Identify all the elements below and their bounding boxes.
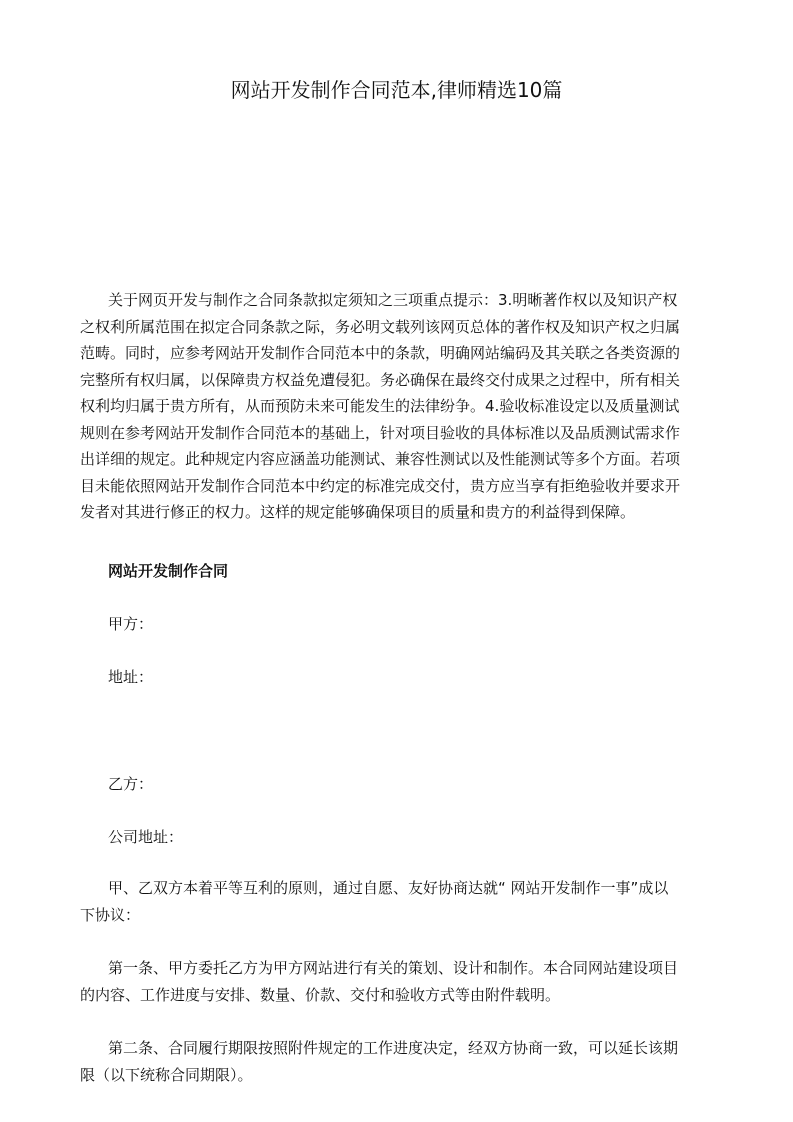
text-line: 下协议： (80, 905, 141, 924)
document-title: 网站开发制作合同范本,律师精选10篇 (230, 78, 563, 102)
text-line: 关于网页开发与制作之合同条款拟定须知之三项重点提示：3.明晰著作权以及知识产权 (108, 291, 678, 309)
text-line: 之权利所属范围在拟定合同条款之际，务必明文载列该网页总体的著作权及知识产权之归属 (80, 317, 681, 336)
text-line: 甲、乙双方本着平等互利的原则，通过自愿、友好协商达就“ 网站开发制作一事”成以 (108, 879, 669, 897)
text-line: 完整所有权归属，以保障贵方权益免遭侵犯。务必确保在最终交付成果之过程中，所有相关 (80, 370, 681, 389)
text-line: 目未能依照网站开发制作合同范本中约定的标准完成交付，贵方应当享有拒绝验收并要求开 (80, 476, 681, 495)
text-line: 范畴。同时，应参考网站开发制作合同范本中的条款，明确网站编码及其关联之各类资源的 (80, 344, 681, 362)
agreement-paragraph (80, 875, 720, 928)
text-line: 规则在参考网站开发制作合同范本的基础上，针对项目验收的具体标准以及品质测试需求作 (80, 423, 681, 442)
intro-paragraph (80, 287, 720, 526)
text-line: 权利均归属于贵方所有，从而预防未来可能发生的法律纷争。4.验收标准设定以及质量测试 (80, 397, 680, 415)
party-a-label: 甲方： (108, 615, 154, 633)
text-line: 发者对其进行修正的权力。这样的规定能够确保项目的质量和贵方的利益得到保障。 (80, 503, 636, 521)
text-line: 第二条、合同履行期限按照附件规定的工作进度决定，经双方协商一致，可以延长该期 (108, 1039, 679, 1057)
text-line: 第一条、甲方委托乙方为甲方网站进行有关的策划、设计和制作。本合同网站建设项目 (108, 959, 679, 977)
article-2-paragraph (80, 1035, 720, 1088)
text-line: 的内容、工作进度与安排、数量、价款、交付和验收方式等由附件载明。 (80, 985, 561, 1004)
contract-heading: 网站开发制作合同 (108, 562, 229, 580)
address-label: 地址： (108, 668, 154, 686)
company-address-label: 公司地址： (108, 828, 184, 846)
text-line: 限（以下统称合同期限）。 (80, 1065, 253, 1084)
article-1-paragraph (80, 955, 720, 1008)
text-line: 出详细的规定。此种规定内容应涵盖功能测试、兼容性测试以及性能测试等多个方面。若项 (80, 450, 681, 468)
party-b-label: 乙方： (108, 775, 154, 793)
